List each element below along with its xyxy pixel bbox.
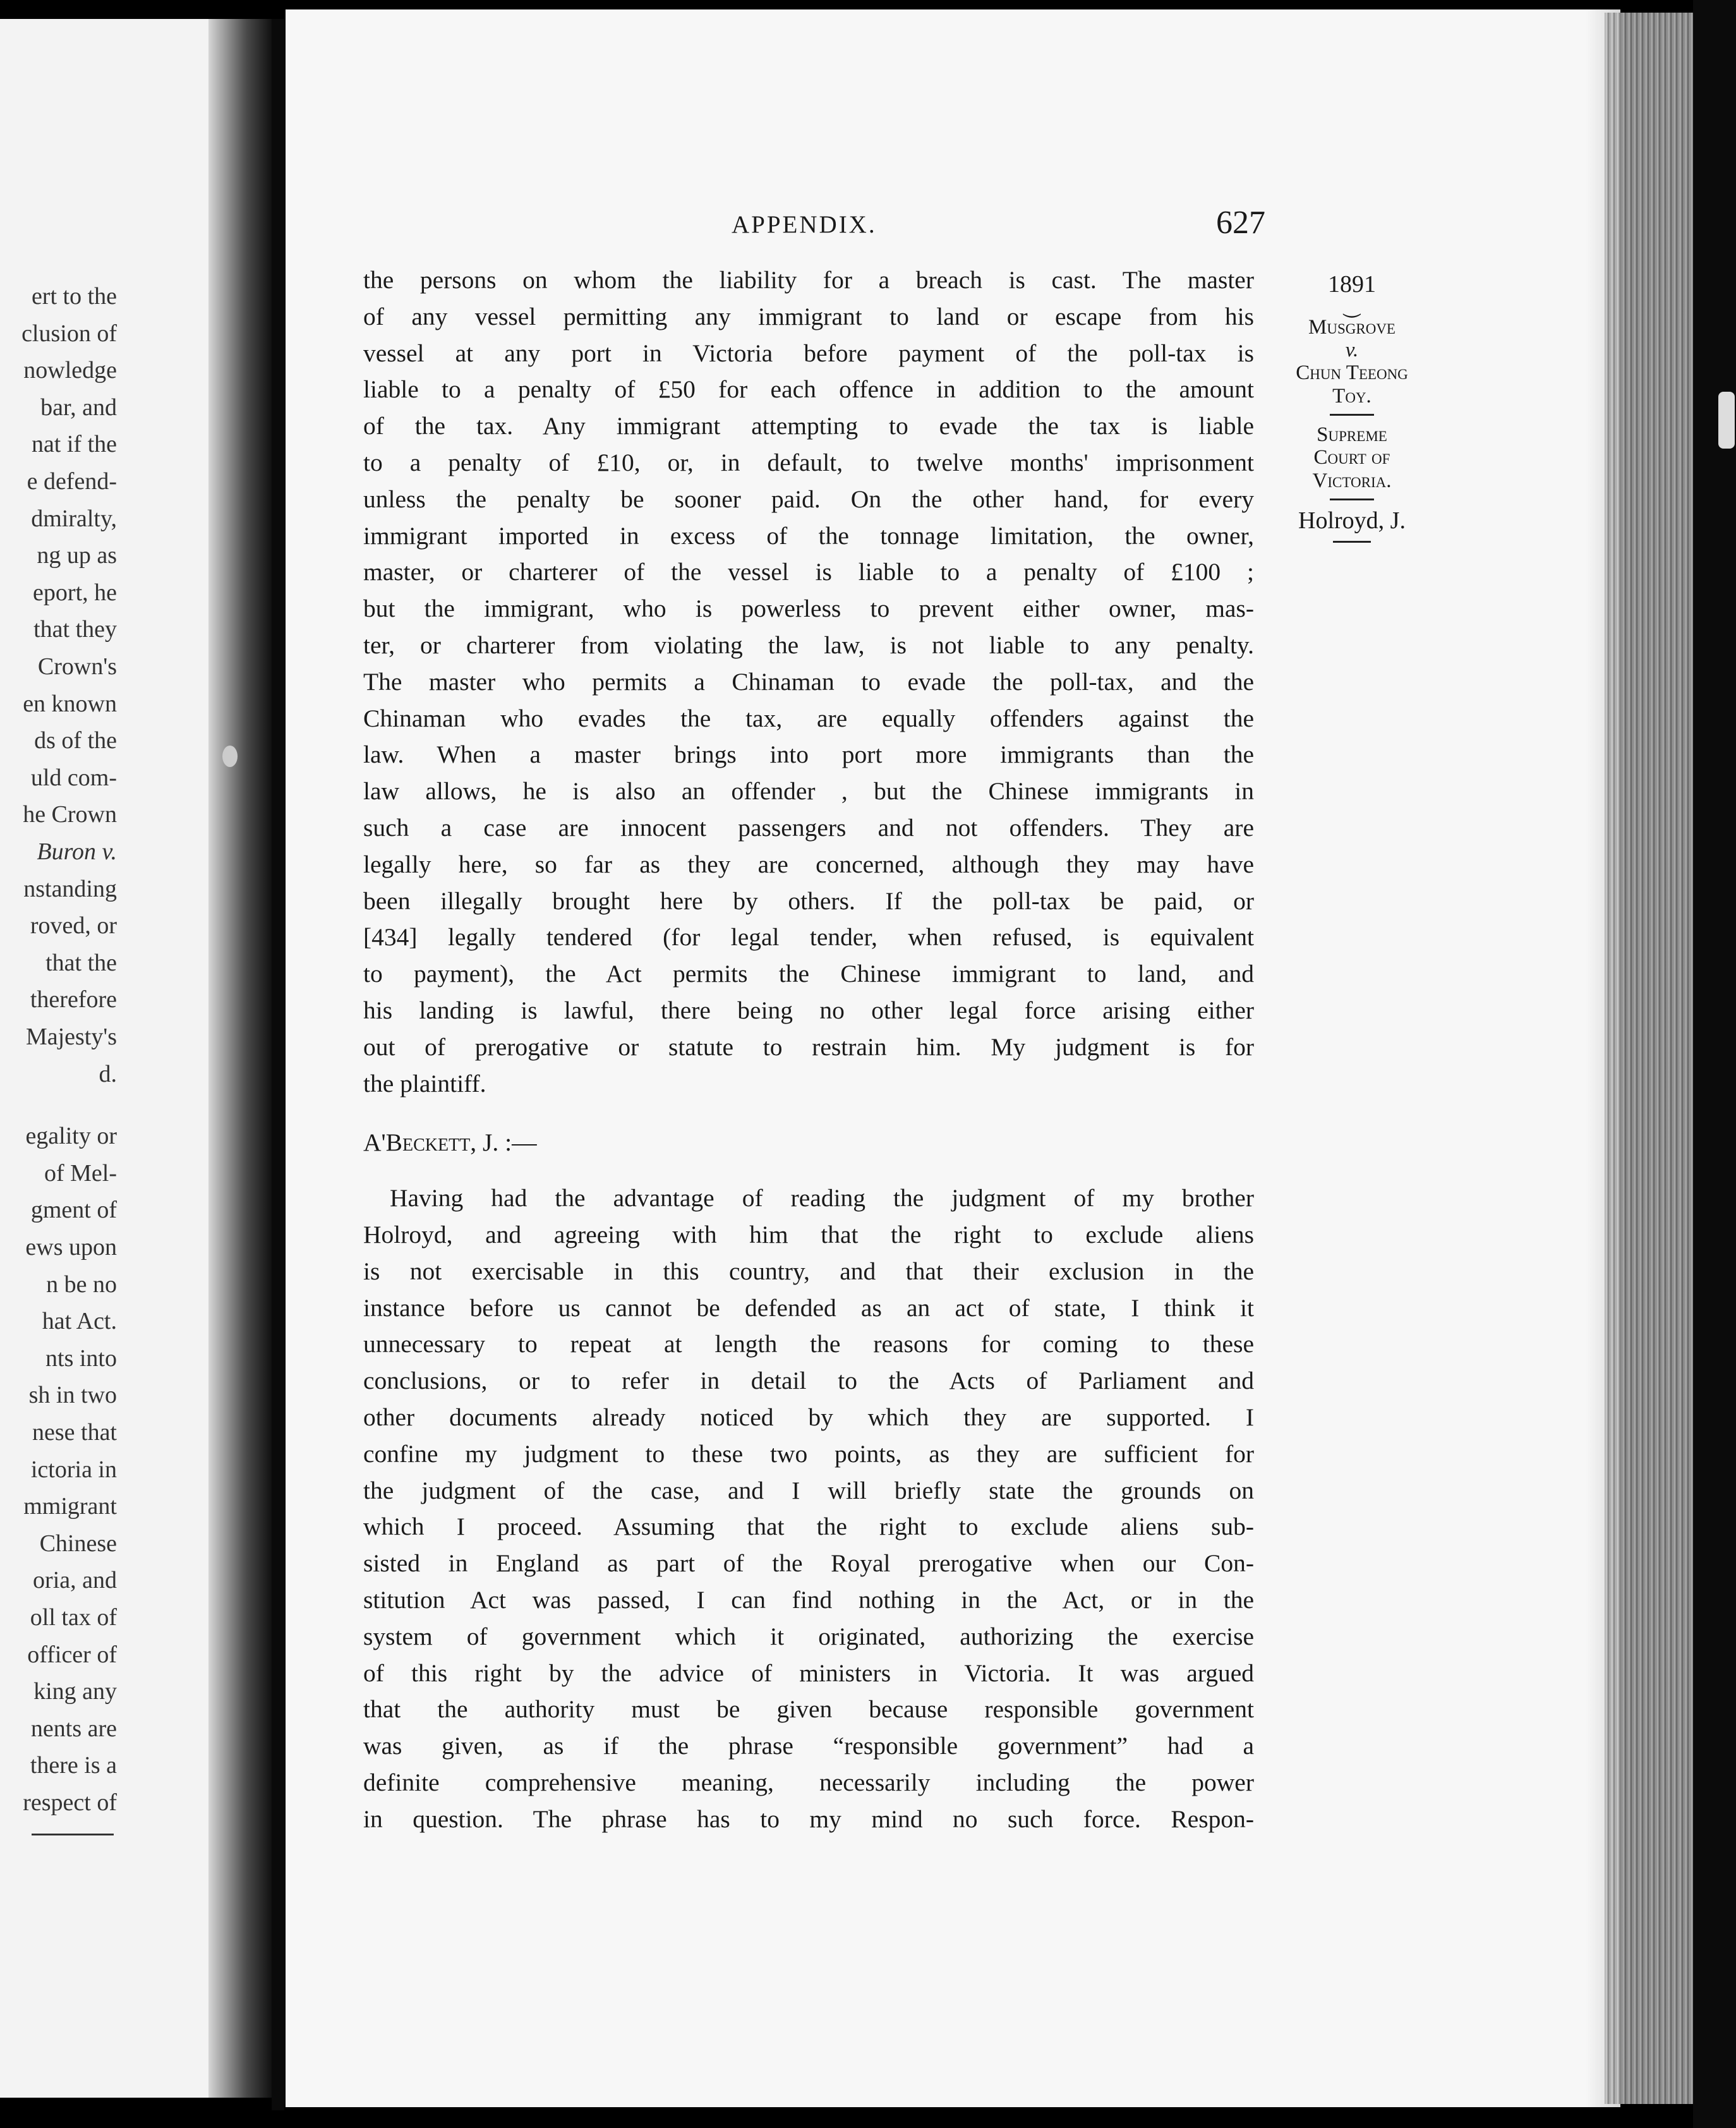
- facing-page-line: oll tax of: [30, 1604, 117, 1631]
- page-number: 627: [1216, 205, 1265, 241]
- text-line: instance before us cannot be defended as an act of state, I think it: [363, 1293, 1254, 1322]
- facing-page-line: nts into: [45, 1345, 117, 1372]
- judge-heading: A'Beckett, J. :—: [363, 1128, 537, 1157]
- sidenote-divider: [1330, 499, 1374, 500]
- court-line-2: Court of: [1313, 446, 1390, 469]
- text-line: of the tax. Any immigrant attempting to evade the tax is liable: [363, 412, 1254, 440]
- facing-page-line: en known: [23, 690, 117, 717]
- text-line: other documents already noticed by which they are supported. I: [363, 1403, 1254, 1431]
- facing-page-line: he Crown: [23, 801, 117, 828]
- binding-shadow: [208, 19, 272, 2098]
- facing-page-line: ert to the: [31, 283, 117, 310]
- facing-page-line: ictoria in: [30, 1456, 117, 1483]
- text-line: the judgment of the case, and I will briefly state the grounds on: [363, 1476, 1254, 1504]
- facing-page-line: king any: [33, 1678, 117, 1705]
- text-line: immigrant imported in excess of the tonnage limitation, the owner,: [363, 521, 1254, 550]
- facing-page-line: ews upon: [25, 1234, 117, 1260]
- facing-page-line: mmigrant: [23, 1493, 117, 1520]
- text-line: out of prerogative or statute to restrain him. My judgment is for: [363, 1032, 1254, 1061]
- year-brace: ⏝: [1342, 295, 1361, 317]
- case-party-1: Musgrove: [1308, 315, 1395, 339]
- facing-page-line: gment of: [30, 1197, 117, 1224]
- text-line: was given, as if the phrase “responsible government” had a: [363, 1732, 1254, 1760]
- facing-page-left: [0, 19, 227, 2098]
- text-line: [434] legally tendered (for legal tender, when refused, is equivalent: [363, 923, 1254, 952]
- text-line: law allows, he is also an offender , but the Chinese immigrants in: [363, 777, 1254, 806]
- text-line: to a penalty of £10, or, in default, to twelve months' imprisonment: [363, 449, 1254, 476]
- facing-page-line: Majesty's: [25, 1024, 117, 1050]
- sidenote-divider: [1333, 541, 1371, 543]
- page-edges: [1605, 13, 1699, 2104]
- text-line: Having had the advantage of reading the judgment of my brother: [390, 1184, 1254, 1212]
- text-line: The master who permits a Chinaman to evade the poll-tax, and the: [363, 667, 1254, 696]
- case-sidenote: [1257, 272, 1447, 550]
- facing-page-line: respect of: [23, 1789, 117, 1816]
- court-line-3: Victoria.: [1312, 469, 1392, 492]
- text-line: sisted in England as part of the Royal prerogative when our Con-: [363, 1549, 1254, 1578]
- facing-page-line: eport, he: [33, 579, 117, 606]
- case-versus: v.: [1345, 339, 1359, 362]
- case-party-2-cont: Toy.: [1332, 384, 1371, 408]
- facing-page-line: e defend-: [27, 468, 117, 495]
- facing-page-line: nowledge: [23, 357, 117, 384]
- text-line: system of government which it originated, authorizing the exercise: [363, 1622, 1254, 1650]
- facing-page-line: Buron v.: [37, 838, 117, 865]
- sidenote-divider: [1330, 414, 1374, 416]
- text-line: Holroyd, and agreeing with him that the right to exclude aliens: [363, 1221, 1254, 1248]
- page-clip: [1718, 392, 1735, 449]
- text-line: conclusions, or to refer in detail to the Acts of Parliament and: [363, 1367, 1254, 1395]
- facing-page-line: nese that: [32, 1419, 117, 1446]
- text-line: law. When a master brings into port more immigrants than the: [363, 741, 1254, 769]
- text-line: such a case are innocent passengers and not offenders. They are: [363, 814, 1254, 842]
- text-line: vessel at any port in Victoria before payment of the poll-tax is: [363, 339, 1254, 367]
- scan-border-right: [1693, 0, 1736, 2128]
- facing-page-line: sh in two: [28, 1382, 117, 1409]
- text-line: legally here, so far as they are concerned, although they may have: [363, 850, 1254, 878]
- facing-page-line: dmiralty,: [31, 505, 117, 532]
- facing-page-line: Crown's: [37, 653, 117, 680]
- running-title: APPENDIX.: [732, 211, 877, 238]
- text-line: is not exercisable in this country, and that their exclusion in the: [363, 1257, 1254, 1285]
- text-line: his landing is lawful, there being no other legal force arising either: [363, 996, 1254, 1024]
- text-line: confine my judgment to these two points, as they are sufficient for: [363, 1439, 1254, 1468]
- text-line: of any vessel permitting any immigrant to land or escape from his: [363, 302, 1254, 330]
- case-party-2: Chun Teeong: [1296, 361, 1408, 385]
- case-year: 1891: [1328, 271, 1376, 298]
- text-line: the persons on whom the liability for a breach is cast. The master: [363, 266, 1254, 294]
- facing-page-line: egality or: [25, 1123, 117, 1150]
- facing-page-line: uld com-: [30, 764, 117, 791]
- text-line: the plaintiff.: [363, 1069, 486, 1097]
- facing-page-rule: [32, 1834, 114, 1835]
- court-line-1: Supreme: [1317, 423, 1387, 446]
- text-line: master, or charterer of the vessel is liable to a penalty of £100 ;: [363, 558, 1254, 586]
- text-line: Chinaman who evades the tax, are equally offenders against the: [363, 704, 1254, 732]
- text-line: definite comprehensive meaning, necessarily including the power: [363, 1768, 1254, 1796]
- text-line: in question. The phrase has to my mind no such force. Respon-: [363, 1805, 1254, 1833]
- facing-page-line: officer of: [27, 1641, 117, 1668]
- facing-page-line: nstanding: [23, 875, 117, 902]
- text-line: stitution Act was passed, I can find nothing in the Act, or in the: [363, 1586, 1254, 1614]
- facing-page-line: d.: [99, 1060, 117, 1087]
- facing-page-line: ng up as: [37, 542, 117, 569]
- facing-page-line: n be no: [46, 1271, 117, 1298]
- facing-page-line: therefore: [30, 986, 117, 1013]
- text-line: unnecessary to repeat at length the reasons for coming to these: [363, 1330, 1254, 1358]
- facing-page-line: clusion of: [21, 320, 117, 347]
- facing-page-line: hat Act.: [42, 1308, 117, 1335]
- text-line: unless the penalty be sooner paid. On the other hand, for every: [363, 485, 1254, 513]
- text-line: ter, or charterer from violating the law, is not liable to any penalty.: [363, 631, 1254, 659]
- book-gutter: [272, 19, 284, 2110]
- facing-page-line: there is a: [30, 1752, 117, 1779]
- facing-page-line: that they: [33, 616, 117, 643]
- facing-page-line: nents are: [30, 1715, 117, 1742]
- text-line: which I proceed. Assuming that the right to exclude aliens sub-: [363, 1513, 1254, 1541]
- text-line: that the authority must be given because responsible government: [363, 1695, 1254, 1724]
- facing-page-line: Chinese: [39, 1530, 117, 1557]
- facing-page-line: nat if the: [31, 431, 117, 458]
- text-line: of this right by the advice of ministers in Victoria. It was argued: [363, 1659, 1254, 1687]
- text-line: to payment), the Act permits the Chinese immigrant to land, and: [363, 960, 1254, 988]
- facing-page-line: oria, and: [33, 1567, 117, 1594]
- text-line: been illegally brought here by others. If the poll-tax be paid, or: [363, 886, 1254, 915]
- text-line: but the immigrant, who is powerless to prevent either owner, mas-: [363, 595, 1254, 623]
- judge-name: Holroyd, J.: [1298, 507, 1406, 534]
- page-blemish: [222, 746, 238, 767]
- facing-page-line: ds of the: [34, 727, 117, 754]
- facing-page-line: that the: [45, 949, 117, 976]
- text-line: liable to a penalty of £50 for each offence in addition to the amount: [363, 375, 1254, 404]
- facing-page-line: bar, and: [40, 394, 117, 421]
- facing-page-line: of Mel-: [44, 1159, 117, 1187]
- facing-page-line: roved, or: [30, 912, 117, 940]
